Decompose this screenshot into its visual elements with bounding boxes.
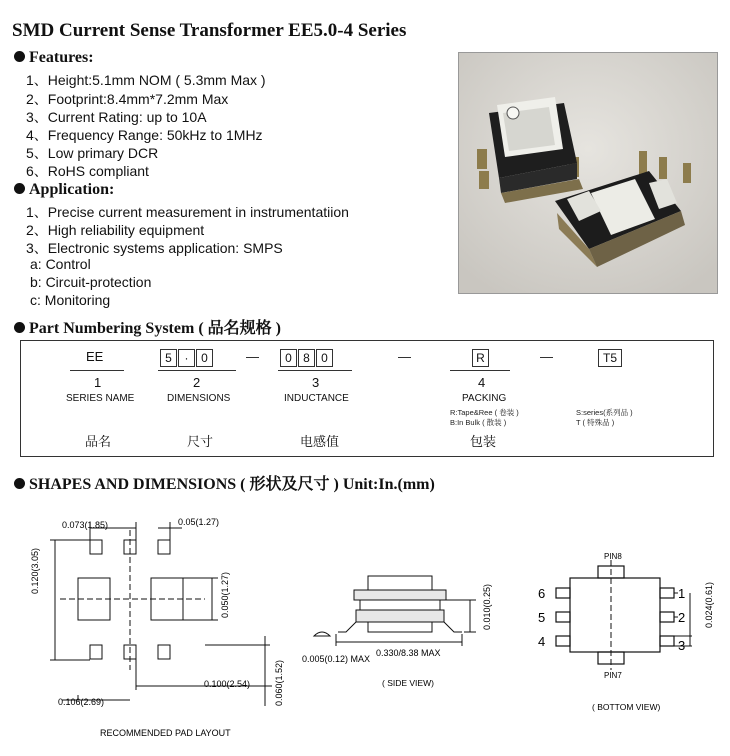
dim-bottom-024: 0.024(0.61) [704, 581, 714, 628]
underline [278, 370, 352, 371]
num-inductance: 3 [312, 375, 320, 390]
dim-side-0005: 0.005(0.12) MAX [302, 654, 371, 664]
num-packing: 4 [478, 375, 486, 390]
num-series: 1 [94, 375, 102, 390]
label-inductance: INDUCTANCE [284, 393, 349, 404]
part-numbering-heading-text: Part Numbering System ( 品名规格 ) [29, 320, 281, 337]
page-title: SMD Current Sense Transformer EE5.0-4 Series [12, 20, 407, 41]
application-item: a: Control [30, 256, 91, 272]
label-dimensions: DIMENSIONS [167, 393, 231, 404]
bullet-icon [14, 322, 25, 333]
dim-120: 0.120(3.05) [30, 547, 40, 594]
num-dimensions: 2 [193, 375, 201, 390]
side-view-caption: ( SIDE VIEW) [382, 678, 434, 688]
feature-item: 2、Footprint:8.4mm*7.2mm Max [26, 91, 229, 107]
feature-item: 6、RoHS compliant [26, 163, 149, 179]
underline [158, 370, 236, 371]
packing-option-r: R:Tape&Ree ( 卷装 ) [450, 408, 519, 417]
cn-series: 品名 [85, 434, 112, 449]
transformer-photo-icon [459, 53, 717, 293]
pin-label: 5 [538, 610, 546, 625]
dimension-drawings [0, 500, 730, 756]
features-heading [14, 49, 94, 67]
application-heading-text: Application: [29, 181, 115, 198]
shapes-heading [14, 471, 435, 494]
code-digit: · [178, 349, 195, 367]
application-item: c: Monitoring [30, 292, 111, 308]
application-item: b: Circuit-protection [30, 274, 152, 290]
underline [450, 370, 510, 371]
application-item: 1、Precise current measurement in instrumentatiion [26, 204, 349, 220]
code-digit: 0 [280, 349, 297, 367]
code-digit: T5 [598, 349, 622, 367]
suffix-option-t: T ( 特殊品 ) [576, 418, 615, 427]
code-series: EE [86, 349, 104, 364]
part-numbering-heading [14, 315, 281, 338]
code-dash: — [540, 349, 553, 364]
code-digit: 5 [160, 349, 177, 367]
pin-label: 3 [678, 638, 686, 653]
application-item: 2、High reliability equipment [26, 222, 205, 238]
suffix-option-s: S:series(系列品 ) [576, 408, 633, 417]
dim-side-330: 0.330/8.38 MAX [376, 648, 441, 658]
code-dimensions [160, 349, 214, 367]
dim-005: 0.05(1.27) [178, 517, 220, 527]
dim-073: 0.073(1.85) [62, 520, 109, 530]
bullet-icon [14, 478, 25, 489]
dim-050: 0.050(1.27) [220, 571, 230, 618]
pin-label: 4 [538, 634, 546, 649]
bullet-icon [14, 183, 25, 194]
pin8-label: PIN8 [604, 552, 622, 561]
code-digit: 0 [316, 349, 333, 367]
dim-106: 0.106(2.69) [58, 697, 105, 707]
packing-option-b: B:In Bulk ( 散装 ) [450, 418, 507, 427]
code-dash: — [398, 349, 411, 364]
code-packing [472, 349, 490, 367]
label-series: SERIES NAME [66, 393, 135, 404]
feature-item: 5、Low primary DCR [26, 145, 159, 161]
code-digit: 8 [298, 349, 315, 367]
product-photo [458, 52, 718, 294]
pin-label: 1 [678, 586, 686, 601]
code-dash: — [246, 349, 259, 364]
feature-item: 3、Current Rating: up to 10A [26, 109, 207, 125]
cn-dimensions: 尺寸 [187, 434, 214, 449]
application-heading [14, 181, 114, 199]
pin-label: 2 [678, 610, 686, 625]
dim-060: 0.060(1.52) [274, 659, 284, 706]
feature-item: 1、Height:5.1mm NOM ( 5.3mm Max ) [26, 72, 266, 88]
code-digit: R [472, 349, 489, 367]
features-heading-text: Features: [29, 49, 94, 66]
shapes-heading-text: SHAPES AND DIMENSIONS ( 形状及尺寸 ) Unit:In.(mm) [29, 476, 435, 493]
application-item: 3、Electronic systems application: SMPS [26, 240, 283, 256]
code-inductance [280, 349, 334, 367]
pin7-label: PIN7 [604, 671, 622, 680]
bottom-view-drawing [556, 560, 692, 670]
code-digit: 0 [196, 349, 213, 367]
pin-label: 6 [538, 586, 546, 601]
bullet-icon [14, 51, 25, 62]
cn-packing: 包装 [470, 434, 497, 449]
dim-100: 0.100(2.54) [204, 679, 251, 689]
underline [70, 370, 124, 371]
code-suffix [598, 349, 623, 367]
feature-item: 4、Frequency Range: 50kHz to 1MHz [26, 127, 263, 143]
bottom-view-caption: ( BOTTOM VIEW) [592, 702, 661, 712]
label-packing: PACKING [462, 393, 507, 404]
pad-layout-caption: RECOMMENDED PAD LAYOUT [100, 728, 231, 738]
side-view-drawing [314, 576, 476, 646]
dim-side-010: 0.010(0.25) [482, 583, 492, 630]
cn-inductance: 电感值 [300, 434, 340, 449]
